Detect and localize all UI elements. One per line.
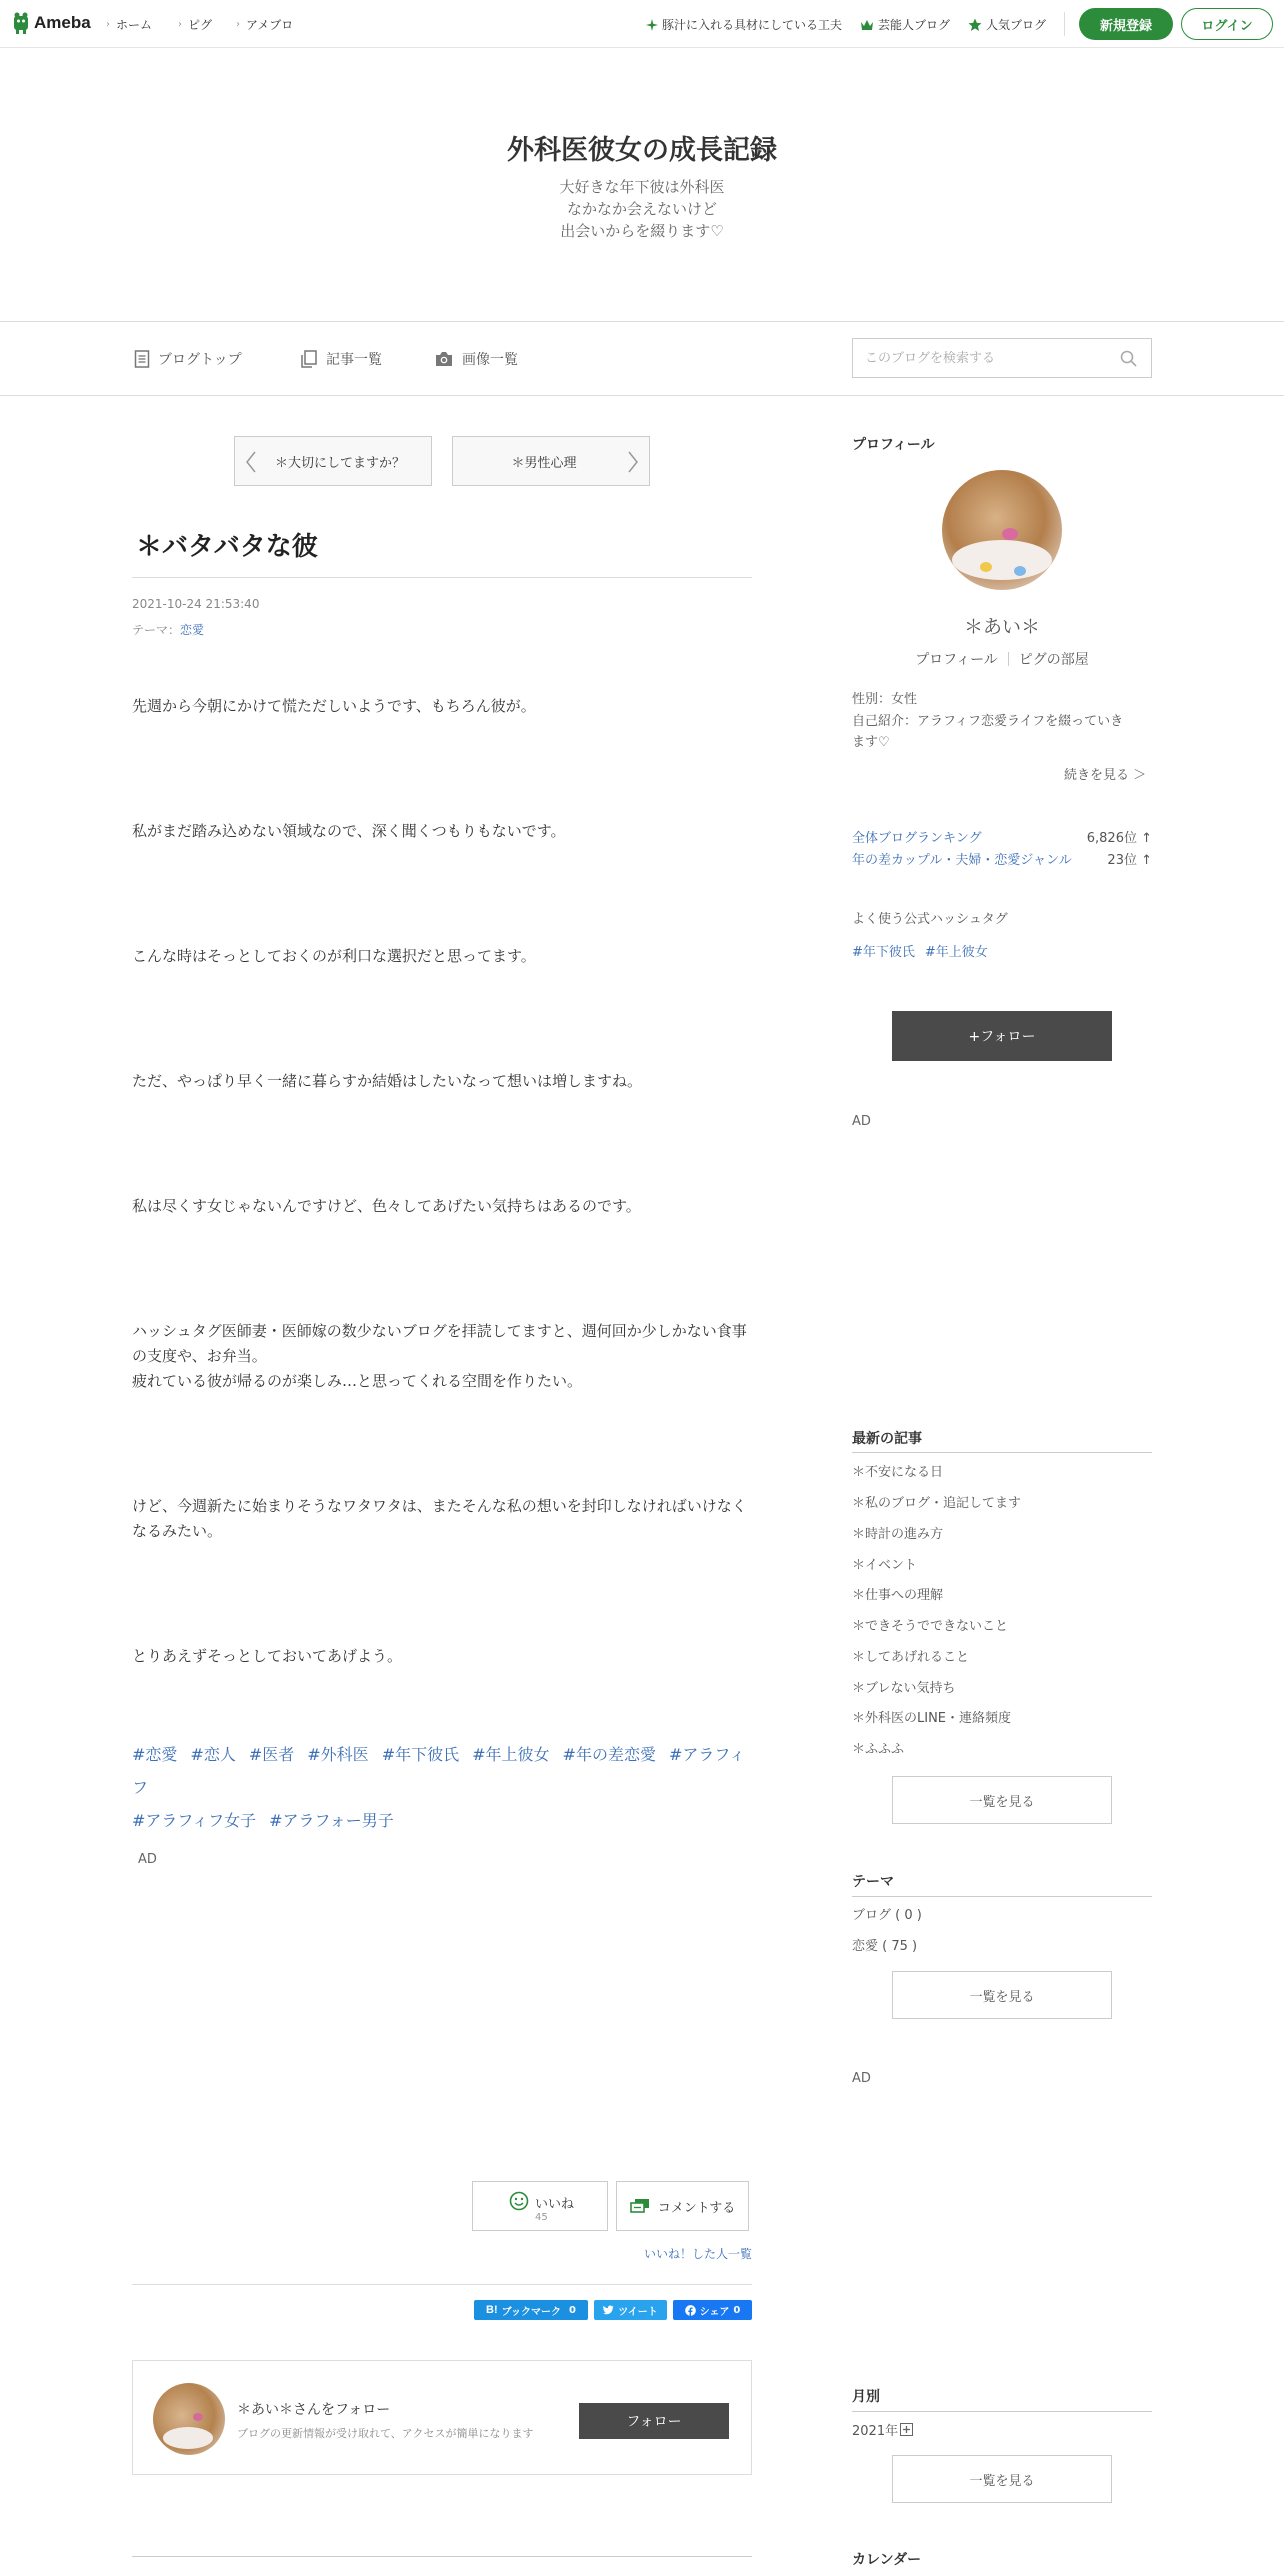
global-header	[0, 0, 1284, 48]
calendar-heading: カレンダー	[852, 2552, 922, 2568]
nav-ameblo-label: アメブロ	[246, 18, 294, 32]
tweet-label: ツイート	[618, 2306, 658, 2318]
profile-name: ＊あい＊	[963, 616, 1040, 638]
hashtag-link[interactable]: #恋愛	[132, 1745, 178, 1764]
star-icon	[968, 18, 982, 32]
article-list-label: 記事一覧	[326, 352, 382, 368]
recent-article-link[interactable]: ＊仕事への理解	[852, 1588, 944, 1603]
blog-search	[852, 338, 1152, 378]
hashtag-link[interactable]: #アラフィフ	[132, 1745, 746, 1797]
crown-icon	[860, 19, 874, 31]
chevron-right-icon: ›	[106, 19, 110, 30]
comment-icon	[630, 2198, 650, 2214]
recent-article-link[interactable]: ＊ブレない気持ち	[852, 1681, 956, 1696]
theme-heading: テーマ	[852, 1874, 894, 1890]
sparkle-icon	[646, 19, 658, 31]
search-icon[interactable]	[1120, 350, 1137, 367]
sidebar-follow-button[interactable]: +フォロー	[892, 1011, 1112, 1061]
monthly-heading: 月別	[852, 2389, 880, 2405]
recent-article-link[interactable]: ＊外科医のLINE・連絡頻度	[852, 1711, 1012, 1726]
follow-box-description: ブログの更新情報が受け取れて、アクセスが簡単になります	[237, 2427, 534, 2440]
facebook-share-button[interactable]	[673, 2300, 752, 2320]
entry-theme-link[interactable]: 恋愛	[180, 623, 205, 637]
month-label: 2021年	[852, 2424, 899, 2439]
official-hashtags	[852, 941, 988, 960]
entry-paragraph: とりあえずそっとしておいてあげよう。	[132, 1647, 403, 1665]
profile-links	[852, 649, 1152, 669]
blog-description-line: 出会いからを綴ります♡	[560, 222, 724, 240]
divider	[132, 2556, 752, 2557]
document-icon	[134, 350, 150, 368]
follow-box	[132, 2360, 752, 2475]
topic-link[interactable]	[646, 16, 842, 33]
login-button[interactable]: ログイン	[1181, 8, 1273, 40]
nav-pigg[interactable]	[178, 16, 212, 33]
popular-blog-label: 人気ブログ	[986, 18, 1047, 32]
twitter-icon	[603, 2305, 614, 2315]
blog-subnav	[0, 322, 1284, 396]
entry-title: ＊バタバタな彼	[136, 532, 318, 562]
ad-label: AD	[852, 2071, 871, 2086]
hashtag-list	[132, 1738, 752, 1837]
entry-paragraph: ハッシュタグ医師妻・医師嫁の数少ないブログを拝読してますと、週何回か少しかない食事の支度や、お弁当。	[132, 1322, 747, 1365]
comment-button[interactable]	[616, 2181, 749, 2231]
recent-article-link[interactable]: ＊してあげれること	[852, 1650, 970, 1665]
tweet-button[interactable]	[594, 2300, 667, 2320]
nav-ameblo[interactable]	[236, 16, 293, 33]
entry-paragraph: 疲れている彼が帰るのが楽しみ…と思ってくれる空間を作りたい。	[132, 1372, 583, 1390]
register-button[interactable]: 新規登録	[1079, 8, 1173, 40]
facebook-count: 0	[733, 2304, 741, 2316]
ad-label: AD	[138, 1852, 157, 1867]
ranking-label[interactable]: 年の差カップル・夫婦・恋愛ジャンル	[852, 853, 1072, 868]
divider	[132, 2284, 752, 2285]
follow-button[interactable]: フォロー	[579, 2403, 729, 2439]
avatar[interactable]	[153, 2383, 225, 2455]
hashtag-link[interactable]: #アラフォー男子	[269, 1811, 394, 1830]
article-list-link[interactable]	[300, 349, 382, 369]
entry-paragraph: こんな時はそっとしておくのが利口な選択だと思ってます。	[132, 947, 536, 965]
bookmark-count: 0	[568, 2304, 576, 2316]
recent-see-all-button[interactable]: 一覧を見る	[892, 1776, 1112, 1824]
hashtag-link[interactable]: #年上彼女	[472, 1745, 550, 1764]
read-more-link[interactable]: 続きを見る ＞	[1064, 768, 1147, 783]
recent-article-link[interactable]: ＊不安になる日	[852, 1465, 944, 1480]
ranking-row	[852, 827, 1152, 846]
like-button[interactable]	[472, 2181, 608, 2231]
expand-plus-icon	[900, 2423, 913, 2436]
hashtag-link[interactable]: #年の差恋愛	[562, 1745, 656, 1764]
divider	[1064, 12, 1065, 36]
blog-header	[0, 48, 1284, 322]
comment-label: コメントする	[657, 2200, 736, 2216]
recent-article-link[interactable]: ＊時計の進み方	[852, 1527, 944, 1542]
camera-icon	[434, 351, 454, 367]
pages-icon	[300, 350, 318, 368]
nav-pigg-label: ピグ	[188, 18, 213, 32]
ranking-row	[852, 849, 1152, 868]
blog-description-line: なかなか会えないけど	[566, 200, 717, 218]
ranking-value: 6,826位 ↑	[1086, 831, 1152, 846]
next-article-button[interactable]	[452, 436, 650, 486]
celebrity-blog-label: 芸能人ブログ	[878, 18, 951, 32]
monthly-see-all-button[interactable]: 一覧を見る	[892, 2455, 1112, 2503]
divider	[132, 577, 752, 578]
bookmark-label: ブックマーク	[501, 2306, 561, 2318]
ad-label: AD	[852, 1114, 871, 1129]
recent-article-link[interactable]: ＊ふふふ	[852, 1742, 905, 1757]
blog-description-line: 大好きな年下彼は外科医	[559, 178, 725, 196]
pig-room-link[interactable]: ピグの部屋	[1018, 652, 1089, 668]
hashtag-link[interactable]: #外科医	[307, 1745, 369, 1764]
facebook-label: シェア	[699, 2306, 730, 2318]
theme-link[interactable]: 恋愛 ( 75 )	[852, 1939, 918, 1954]
ranking-value: 23位 ↑	[1107, 853, 1152, 868]
chevron-right-icon	[627, 451, 639, 473]
entry-paragraph: けど、今週新たに始まりそうなワタワタは、またそんな私の想いを封印しなければいけなくなるみたい。	[132, 1497, 747, 1540]
entry-paragraph: 私がまだ踏み込めない領域なので、深く聞くつもりもないです。	[132, 822, 566, 840]
hashtag-link[interactable]: #年上彼女	[924, 945, 988, 960]
hashtag-heading: よく使う公式ハッシュタグ	[852, 912, 1008, 927]
hashtag-link[interactable]: #恋人	[190, 1745, 236, 1764]
like-label: いいね	[535, 2197, 575, 2212]
blog-top-link[interactable]	[134, 349, 242, 369]
logo-text: Ameba	[34, 13, 91, 32]
chevron-right-icon: ›	[236, 19, 240, 30]
profile-link[interactable]: プロフィール	[915, 652, 998, 668]
chevron-left-icon	[245, 451, 257, 473]
facebook-icon	[685, 2305, 696, 2316]
prev-article-button[interactable]	[234, 436, 432, 486]
prev-article-label: ＊大切にしてますか？	[274, 455, 405, 471]
entry-paragraph: ただ、やっぱり早く一緒に暮らすか結婚はしたいなって想いは増しますね。	[132, 1072, 643, 1090]
divider	[852, 1452, 1152, 1453]
profile-intro: 自己紹介：アラフィフ恋愛ライフを綴っていき	[852, 714, 1124, 729]
divider	[852, 2411, 1152, 2412]
like-count: 45	[535, 2212, 548, 2223]
topic-link-label: 豚汁に入れる具材にしている工夫	[662, 18, 843, 32]
hatena-b-icon: B!	[486, 2304, 498, 2316]
celebrity-blog-link[interactable]	[860, 16, 950, 33]
profile-heading: プロフィール	[852, 437, 935, 453]
entry-theme-prefix: テーマ：	[132, 623, 181, 637]
divider	[1008, 652, 1009, 666]
ameba-logo[interactable]	[12, 12, 91, 34]
entry-paragraph: 先週から今朝にかけて慌ただしいようです、もちろん彼が。	[132, 697, 536, 715]
chevron-right-icon: ›	[178, 19, 182, 30]
profile-intro: ます♡	[852, 735, 890, 750]
month-link[interactable]	[852, 2420, 913, 2439]
popular-blog-link[interactable]	[968, 16, 1046, 33]
image-list-link[interactable]	[434, 349, 518, 369]
nav-home[interactable]	[106, 16, 152, 33]
follow-box-title: ＊あい＊さんをフォロー	[237, 2402, 391, 2418]
image-list-label: 画像一覧	[462, 352, 518, 368]
hashtag-link[interactable]: #年下彼氏	[381, 1745, 460, 1764]
theme-link[interactable]: ブログ ( 0 )	[852, 1908, 922, 1923]
profile-gender: 性別：女性	[852, 692, 918, 707]
hashtag-link[interactable]: #アラフィフ女子	[132, 1811, 257, 1830]
next-article-label: ＊男性心理	[511, 455, 577, 471]
hashtag-link[interactable]: #年下彼氏	[852, 945, 915, 960]
nav-home-label: ホーム	[116, 18, 153, 32]
hashtag-link[interactable]: #医者	[248, 1745, 295, 1764]
recent-article-link[interactable]: ＊イベント	[852, 1558, 918, 1573]
hatena-bookmark-button[interactable]	[474, 2300, 588, 2320]
blog-search-input[interactable]	[853, 339, 1151, 377]
recent-article-link[interactable]: ＊私のブログ・追記してます	[852, 1496, 1022, 1511]
profile-avatar[interactable]	[942, 470, 1062, 590]
ranking-label[interactable]: 全体ブログランキング	[852, 831, 982, 846]
blog-top-label: ブログトップ	[158, 352, 242, 368]
divider	[852, 1896, 1152, 1897]
entry-paragraph: 私は尽くす女じゃないんですけど、色々してあげたい気持ちはあるのです。	[132, 1197, 641, 1215]
entry-theme	[132, 621, 204, 638]
theme-see-all-button[interactable]: 一覧を見る	[892, 1971, 1112, 2019]
recent-article-link[interactable]: ＊できそうでできないこと	[852, 1619, 1009, 1634]
blog-title[interactable]: 外科医彼女の成長記録	[507, 135, 777, 166]
smile-icon	[509, 2191, 529, 2211]
ameba-mascot-icon	[12, 12, 30, 34]
entry-date: 2021-10-24 21:53:40	[132, 597, 260, 611]
recent-heading: 最新の記事	[852, 1431, 922, 1447]
liked-users-link[interactable]: いいね！した人一覧	[644, 2247, 753, 2261]
